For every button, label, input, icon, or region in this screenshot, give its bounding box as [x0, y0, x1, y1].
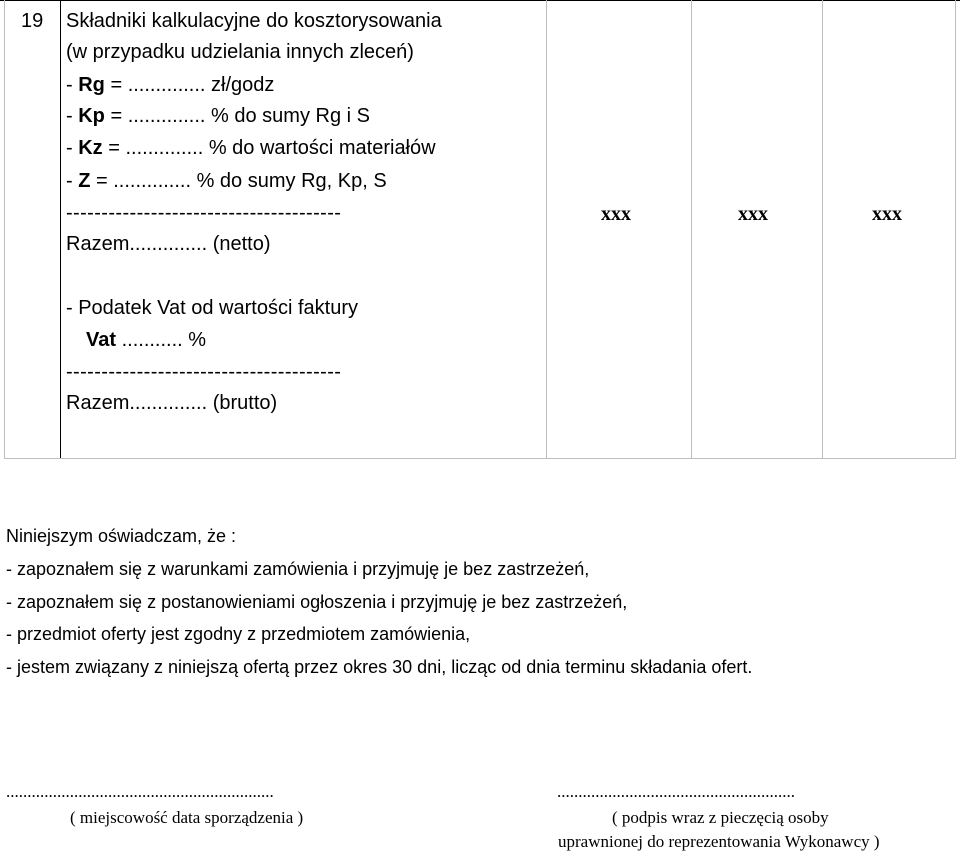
separator-1: --------------------------------------- — [66, 202, 342, 224]
declaration-intro: Niniejszym oświadczam, że : — [6, 526, 237, 546]
z-label: Z — [78, 170, 91, 192]
place-date-dots: ............................................................... — [6, 782, 274, 801]
kz-label: Kz — [78, 137, 103, 159]
vat-line: - Podatek Vat od wartości faktury — [66, 297, 358, 319]
table-bottom-border — [4, 458, 956, 459]
razem-netto: Razem.............. (netto) — [66, 233, 271, 255]
z-line: - Z = .............. % do sumy Rg, Kp, S — [66, 170, 387, 192]
separator-2: --------------------------------------- — [66, 361, 342, 383]
col-border-2 — [546, 0, 547, 458]
declaration-item-4: - jestem związany z niniejszą ofertą przez okres 30 dni, licząc od dnia terminu składania ofert. — [6, 657, 753, 677]
col-border-1 — [60, 0, 61, 458]
kp-line: - Kp = .............. % do sumy Rg i S — [66, 105, 370, 127]
rg-line: - Rg = .............. zł/godz — [66, 74, 275, 96]
kz-line: - Kz = .............. % do wartości materiałów — [66, 137, 436, 159]
signature-label-1: ( podpis wraz z pieczęcią osoby — [612, 808, 829, 827]
rg-label: Rg — [78, 74, 105, 96]
col-border-3 — [691, 0, 692, 458]
declaration-item-1: - zapoznałem się z warunkami zamówienia i przyjmuję je bez zastrzeżeń, — [6, 559, 590, 579]
col-border-5 — [955, 0, 956, 458]
declaration-item-2: - zapoznałem się z postanowieniami ogłoszenia i przyjmuję je bez zastrzeżeń, — [6, 592, 628, 612]
table-top-border — [0, 0, 960, 1]
vat-rate-line: Vat ........... % — [86, 329, 207, 351]
col-border-0 — [4, 0, 5, 458]
declaration-item-3: - przedmiot oferty jest zgodny z przedmiotem zamówienia, — [6, 624, 471, 644]
row-number: 19 — [21, 10, 44, 32]
signature-label-2: uprawnionej do reprezentowania Wykonawcy ) — [558, 832, 880, 851]
description-line-2: (w przypadku udzielania innych zleceń) — [66, 41, 414, 63]
xxx-cell-1: xxx — [601, 203, 631, 225]
description-line-1: Składniki kalkulacyjne do kosztorysowania — [66, 10, 442, 32]
xxx-cell-2: xxx — [738, 203, 768, 225]
signature-dots: ........................................................ — [557, 782, 795, 801]
place-date-label: ( miejscowość data sporządzenia ) — [70, 808, 304, 827]
kp-label: Kp — [78, 105, 105, 127]
col-border-4 — [822, 0, 823, 458]
vat-label: Vat — [86, 329, 117, 351]
xxx-cell-3: xxx — [872, 203, 902, 225]
razem-brutto: Razem.............. (brutto) — [66, 392, 278, 414]
